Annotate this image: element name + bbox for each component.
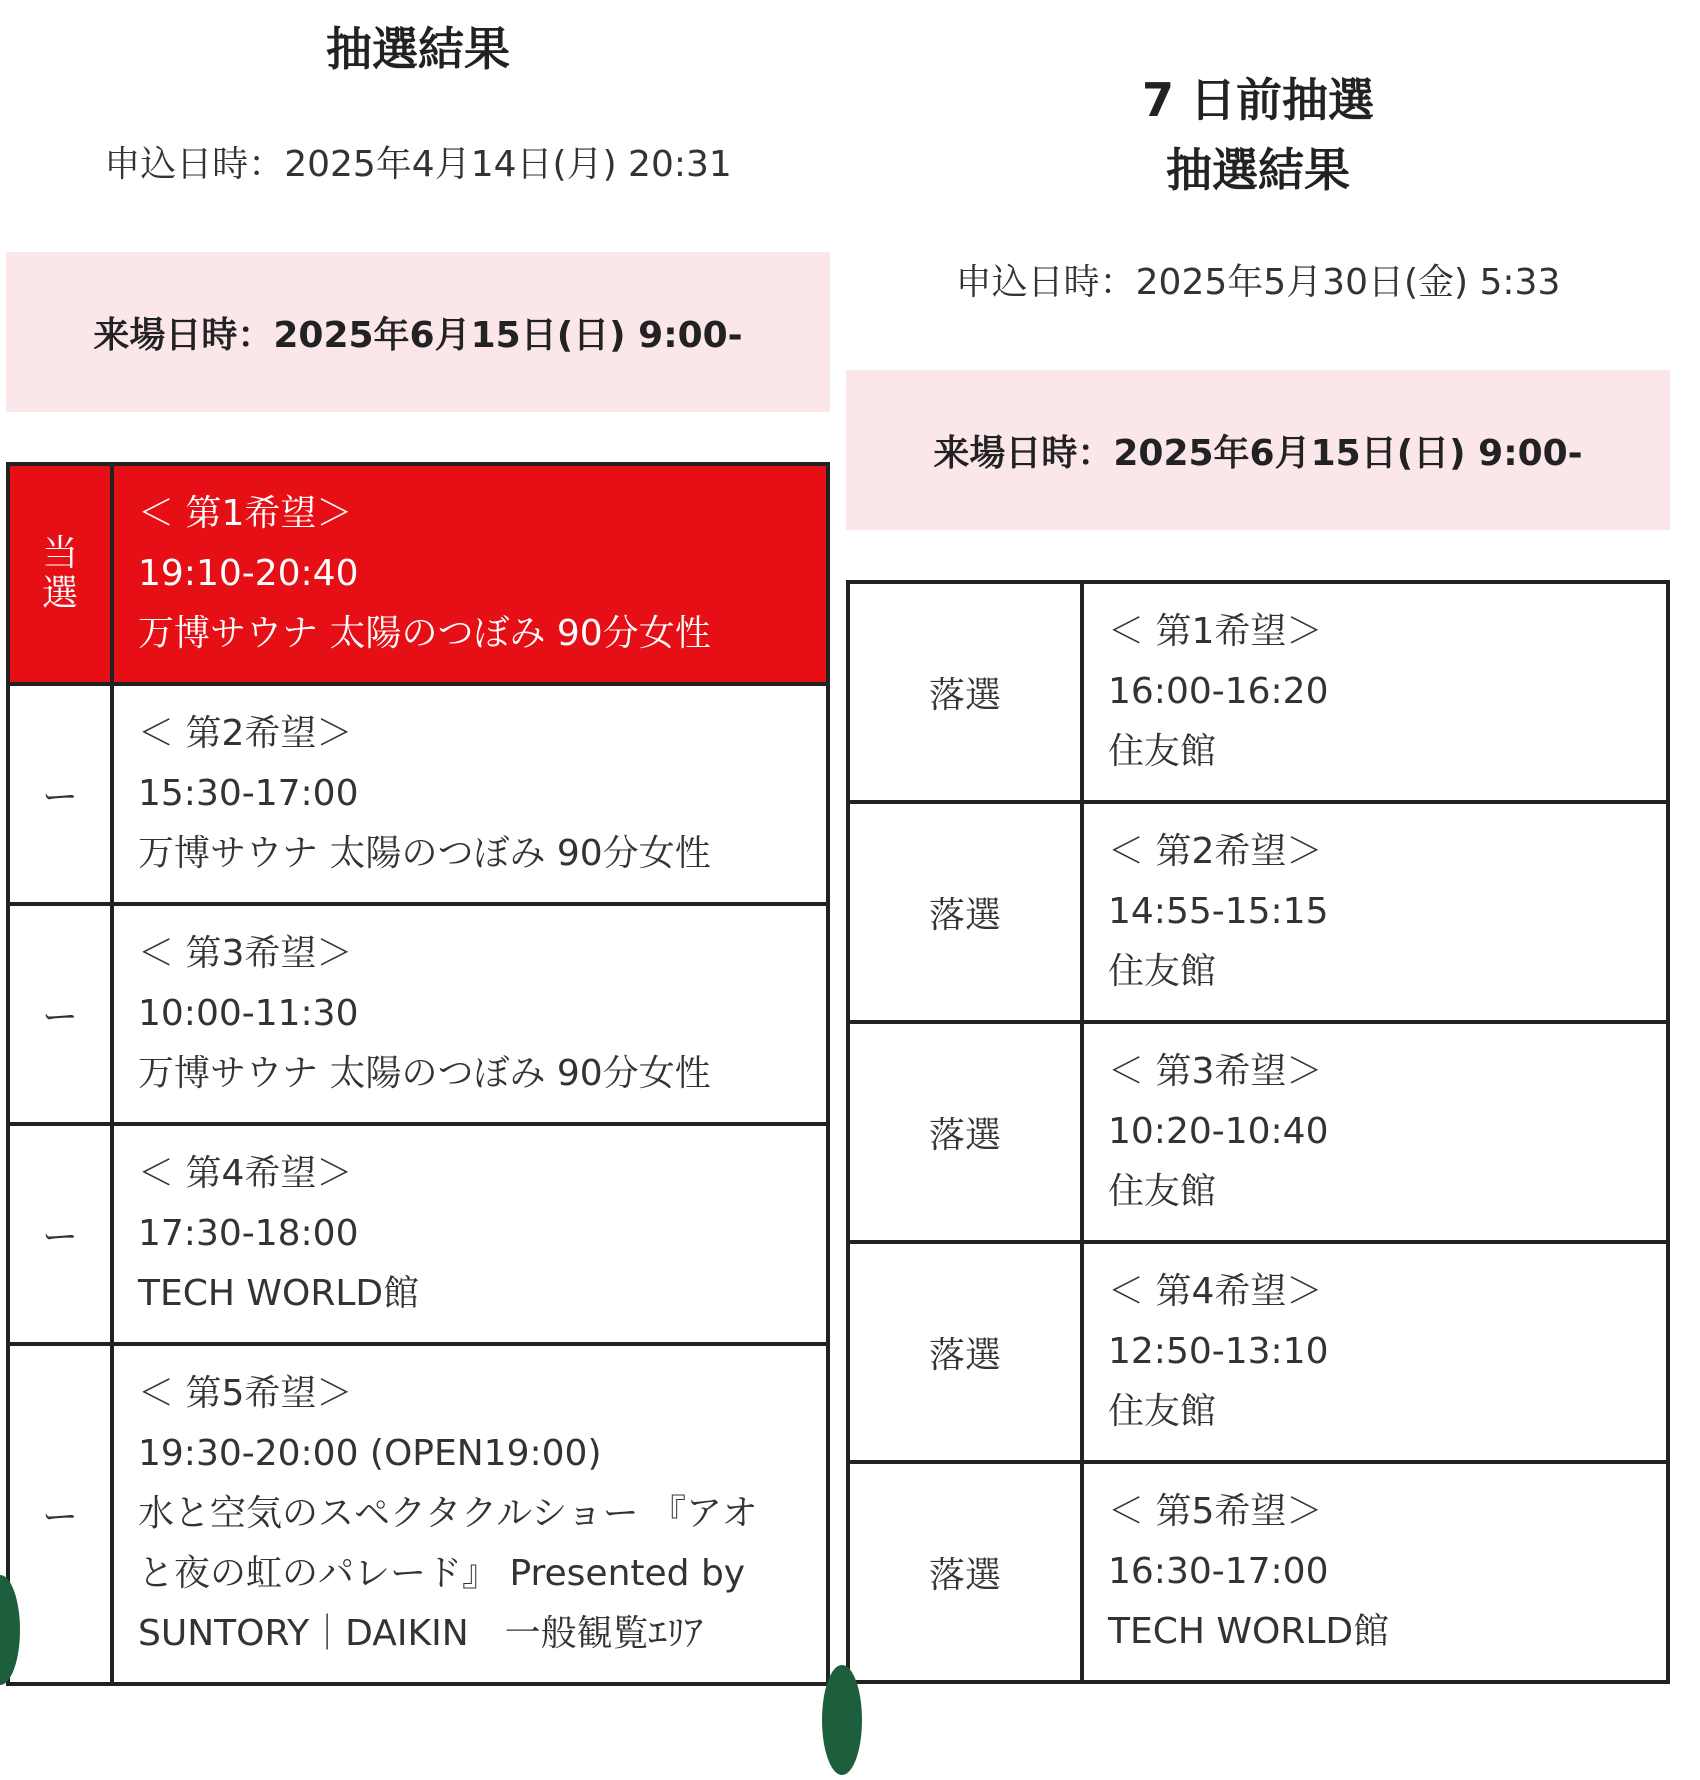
- status-label: 落選: [928, 1334, 1001, 1376]
- venue-name: TECH WORLD館: [138, 1273, 420, 1314]
- status-label: 落選: [928, 674, 1001, 716]
- lottery-result-panel-7day: [846, 0, 1670, 1684]
- table-row: [8, 1124, 828, 1344]
- venue-name: 住友館: [1108, 731, 1217, 772]
- status-cell: [8, 464, 112, 684]
- choice-label: ＜ 第1希望＞: [138, 493, 353, 534]
- visit-datetime-box: [846, 370, 1670, 530]
- decorative-circle: [822, 1665, 862, 1775]
- status-label: ー: [41, 776, 78, 818]
- status-label: 落選: [928, 1114, 1001, 1156]
- time-slot: 12:50-13:10: [1108, 1331, 1329, 1372]
- detail-cell: [1082, 582, 1668, 802]
- venue-name: 万博サウナ 太陽のつぼみ 90分女性: [138, 613, 711, 654]
- panel-title-line: 抽選結果: [1166, 143, 1350, 197]
- status-cell: [848, 1022, 1082, 1242]
- apply-datetime: 申込日時：2025年5月30日(金) 5:33: [955, 262, 1561, 303]
- status-label: ー: [41, 1216, 78, 1258]
- table-row: [848, 582, 1668, 802]
- choice-label: ＜ 第3希望＞: [1108, 1051, 1323, 1092]
- detail-cell: [112, 684, 828, 904]
- lottery-results-table: [846, 580, 1670, 1684]
- venue-name: SUNTORY｜DAIKIN 一般観覧ｴﾘｱ: [138, 1613, 703, 1654]
- time-slot: 10:20-10:40: [1108, 1111, 1329, 1152]
- status-cell: [8, 1124, 112, 1344]
- venue-name: 万博サウナ 太陽のつぼみ 90分女性: [138, 1053, 711, 1094]
- detail-cell: [1082, 1022, 1668, 1242]
- detail-cell: [112, 1124, 828, 1344]
- status-label-win: 当選: [41, 533, 78, 614]
- venue-name: 水と空気のスペクタクルショー 『アオ: [138, 1493, 758, 1534]
- status-label: 落選: [928, 1554, 1001, 1596]
- venue-name: 住友館: [1108, 1171, 1217, 1212]
- table-row: [848, 1022, 1668, 1242]
- panel-title-line: 7 日前抽選: [1141, 73, 1375, 127]
- table-row: [8, 684, 828, 904]
- visit-datetime-box: [6, 252, 830, 412]
- venue-name: TECH WORLD館: [1108, 1611, 1390, 1652]
- choice-label: ＜ 第5希望＞: [138, 1373, 353, 1414]
- panel-title: [846, 0, 1670, 205]
- choice-label: ＜ 第1希望＞: [1108, 611, 1323, 652]
- status-label: 落選: [928, 894, 1001, 936]
- choice-label: ＜ 第3希望＞: [138, 933, 353, 974]
- panel-title: [6, 0, 830, 84]
- time-slot: 14:55-15:15: [1108, 891, 1329, 932]
- time-slot: 10:00-11:30: [138, 993, 359, 1034]
- venue-name: 住友館: [1108, 951, 1217, 992]
- choice-label: ＜ 第4希望＞: [138, 1153, 353, 1194]
- detail-cell: [1082, 1242, 1668, 1462]
- apply-datetime: 申込日時：2025年4月14日(月) 20:31: [104, 144, 732, 185]
- table-row: [848, 802, 1668, 1022]
- time-slot: 16:00-16:20: [1108, 671, 1329, 712]
- detail-cell: [112, 1344, 828, 1684]
- status-label: ー: [41, 1496, 78, 1538]
- choice-label: ＜ 第4希望＞: [1108, 1271, 1323, 1312]
- table-row: [848, 1242, 1668, 1462]
- time-slot: 19:10-20:40: [138, 553, 359, 594]
- status-cell: [8, 1344, 112, 1684]
- time-slot: 19:30-20:00 (OPEN19:00): [138, 1433, 602, 1474]
- panel-title-line: 抽選結果: [326, 22, 510, 76]
- status-cell: [848, 582, 1082, 802]
- table-row: [8, 464, 828, 684]
- lottery-result-panel-first: [6, 0, 830, 1686]
- status-cell: [848, 802, 1082, 1022]
- status-label: ー: [41, 996, 78, 1038]
- status-cell: [8, 904, 112, 1124]
- choice-label: ＜ 第5希望＞: [1108, 1491, 1323, 1532]
- time-slot: 16:30-17:00: [1108, 1551, 1329, 1592]
- lottery-results-table: [6, 462, 830, 1686]
- detail-cell: [1082, 1462, 1668, 1682]
- time-slot: 15:30-17:00: [138, 773, 359, 814]
- table-row: [8, 1344, 828, 1684]
- choice-label: ＜ 第2希望＞: [1108, 831, 1323, 872]
- venue-name: と夜の虹のパレード』 Presented by: [138, 1553, 746, 1594]
- status-cell: [848, 1242, 1082, 1462]
- table-row: [8, 904, 828, 1124]
- visit-datetime: 来場日時：2025年6月15日(日) 9:00-: [933, 432, 1583, 474]
- choice-label: ＜ 第2希望＞: [138, 713, 353, 754]
- detail-cell: [1082, 802, 1668, 1022]
- status-cell: [8, 684, 112, 904]
- venue-name: 万博サウナ 太陽のつぼみ 90分女性: [138, 833, 711, 874]
- table-row: [848, 1462, 1668, 1682]
- time-slot: 17:30-18:00: [138, 1213, 359, 1254]
- detail-cell: [112, 464, 828, 684]
- venue-name: 住友館: [1108, 1391, 1217, 1432]
- status-cell: [848, 1462, 1082, 1682]
- visit-datetime: 来場日時：2025年6月15日(日) 9:00-: [93, 314, 743, 356]
- detail-cell: [112, 904, 828, 1124]
